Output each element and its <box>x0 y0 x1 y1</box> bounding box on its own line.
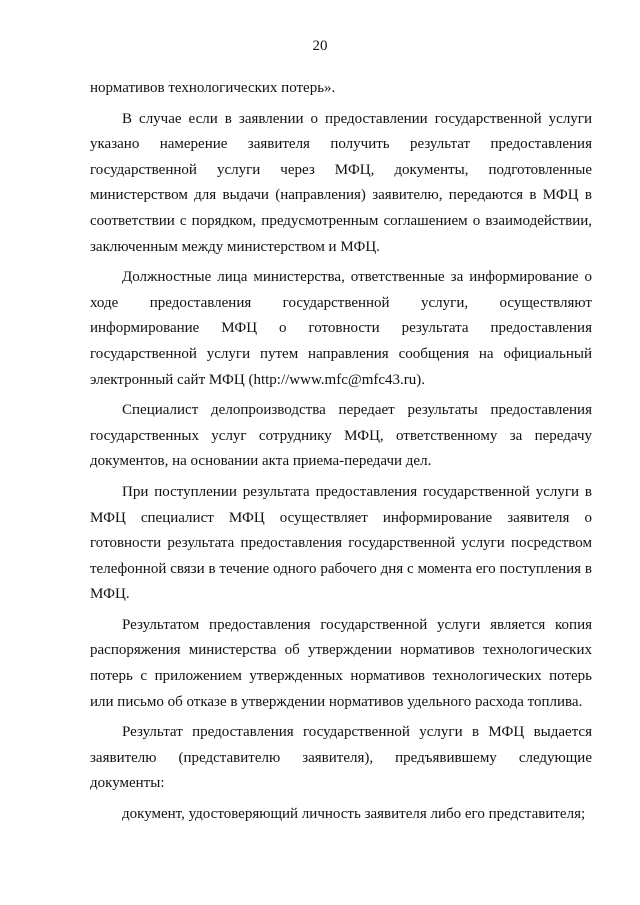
paragraph-mfc-transfer: В случае если в заявлении о предоставлении государственной услуги указано намерение заявителя получить результат предоставления государственной услуги через МФЦ, документы, подготовленные министерством для выдачи (направления) заявителю, передаются в МФЦ в соответствии с порядком, предусмотренным соглашением о взаимодействии, заключенным между министерством и МФЦ. <box>90 110 592 255</box>
paragraph-result-issuance: Результат предоставления государственной услуги в МФЦ выдается заявителю (представителю заявителя), предъявившему следующие документы: <box>90 724 592 792</box>
paragraph-service-result: Результатом предоставления государственной услуги является копия распоряжения министерства об утверждении нормативов технологических потерь с приложением утвержденных нормативов технологических потерь или письмо об отказе в утверждении нормативов удельного расхода топлива. <box>90 616 592 710</box>
paragraph-mfc-notification: При поступлении результата предоставления государственной услуги в МФЦ специалист МФЦ осуществляет информирование заявителя о готовности результата предоставления государственной услуги посредством телефонной связи в течение одного рабочего дня с момента его поступления в МФЦ. <box>90 483 592 603</box>
document-body <box>90 76 592 828</box>
page-number: 20 <box>312 38 328 54</box>
paragraph-officials-informing: Должностные лица министерства, ответственные за информирование о ходе предоставления государственной услуги, осуществляют информирование МФЦ о готовности результата предоставления государственной услуги путем направления сообщения на официальный электронный сайт МФЦ (http://www.mfc@mfc43.ru). <box>90 269 592 388</box>
paragraph-records-specialist: Специалист делопроизводства передает результаты предоставления государственных услуг сотруднику МФЦ, ответственному за передачу документов, на основании акта приема-передачи дел. <box>90 402 592 470</box>
paragraph-continuation: нормативов технологических потерь». <box>90 80 336 96</box>
list-item-identity-document: документ, удостоверяющий личность заявителя либо его представителя; <box>122 806 586 823</box>
